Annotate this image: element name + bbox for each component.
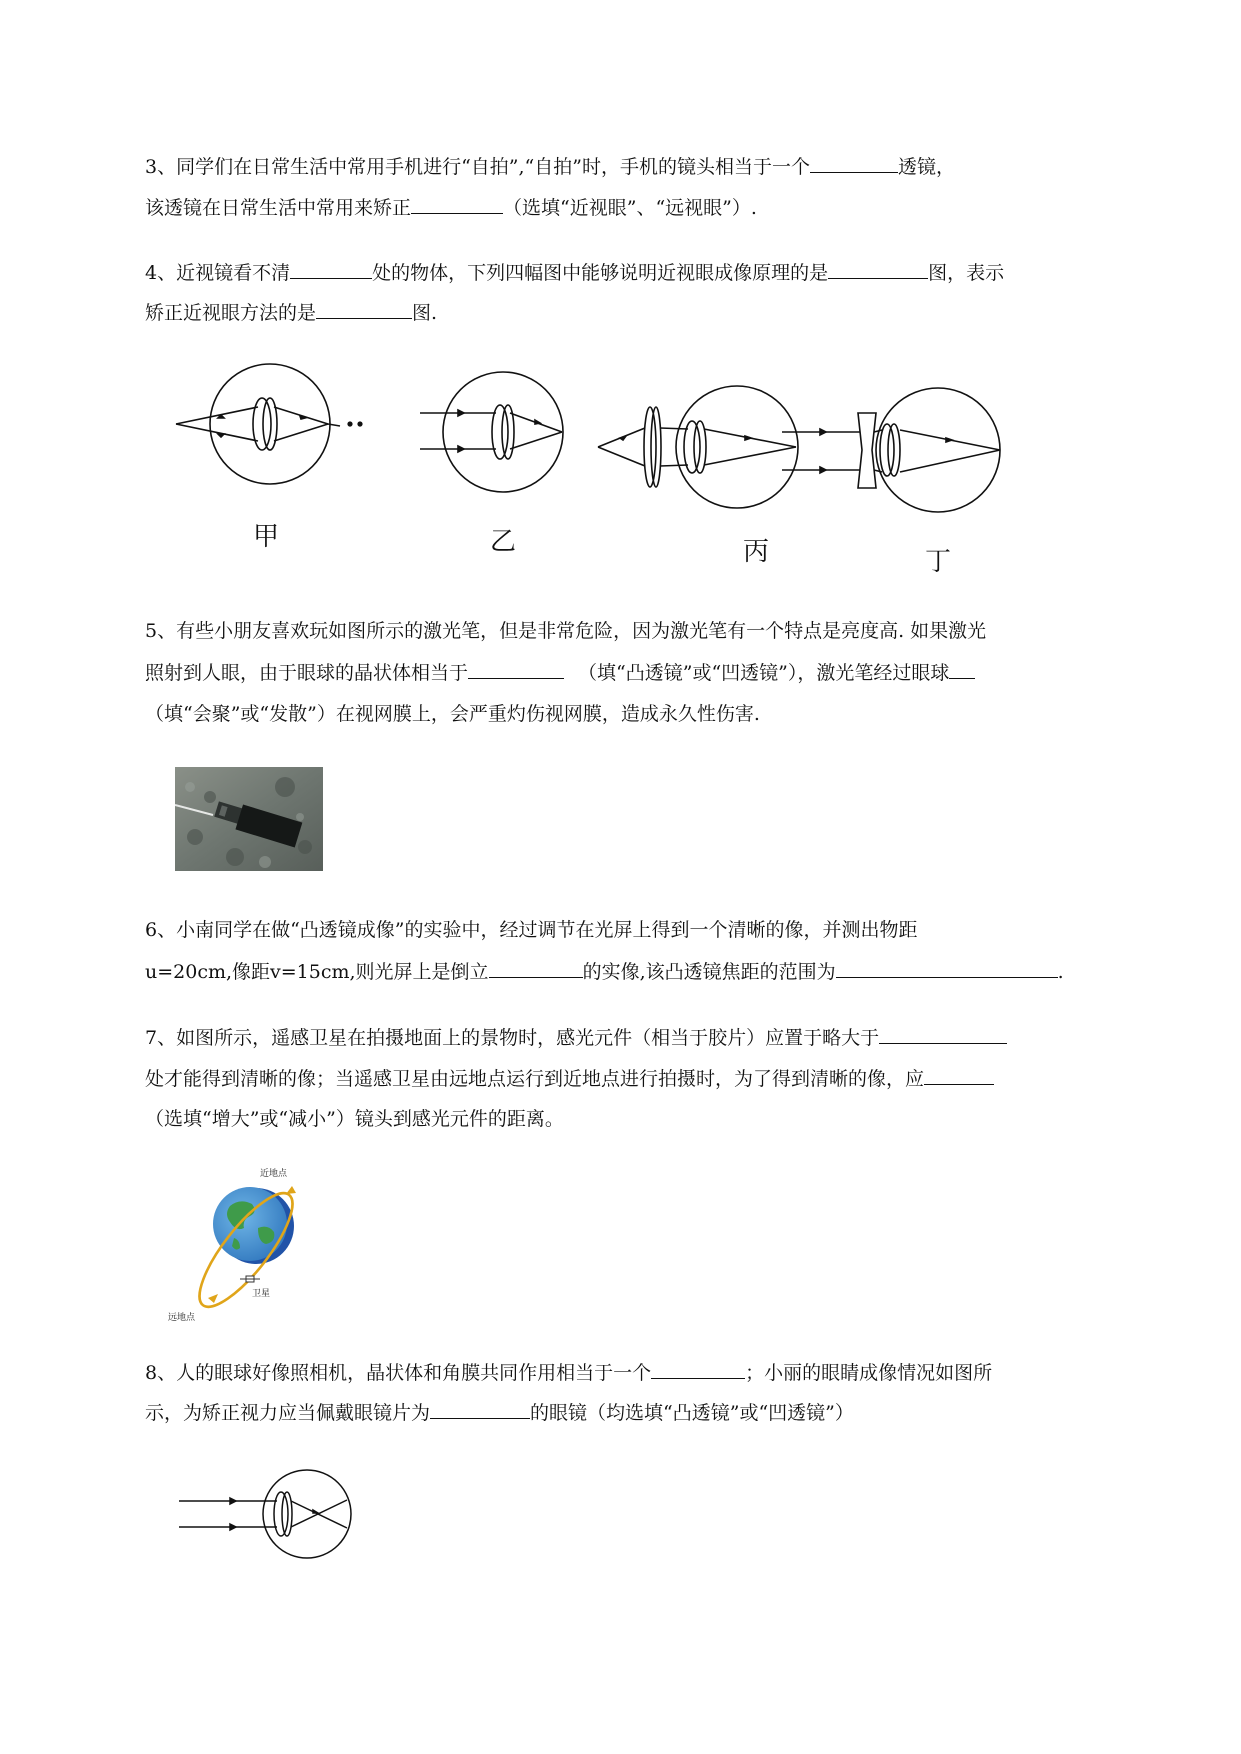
q8-line-1: 8、人的眼球好像照相机，晶状体和角膜共同作用相当于一个 ；小丽的眼睛成像情况如图所 [145, 1362, 993, 1384]
answer-blank[interactable] [879, 1042, 1007, 1044]
label-yi: 乙 [489, 527, 517, 557]
q4-line-2: 矫正近视眼方法的是 图. [145, 302, 438, 324]
answer-blank[interactable] [489, 976, 583, 978]
answer-blank[interactable] [651, 1377, 745, 1379]
label-perigee: 近地点 [260, 1169, 288, 1179]
answer-blank[interactable] [924, 1083, 994, 1085]
answer-blank[interactable] [828, 277, 928, 279]
q3-line-1: 3、同学们在日常生活中常用手机进行“自拍”,“自拍”时，手机的镜头相当于一个 透镜， [145, 156, 955, 178]
label-bing: 丙 [742, 537, 770, 567]
satellite-orbit-figure [168, 1168, 328, 1324]
q3-line-2: 该透镜在日常生活中常用来矫正 （选填“近视眼”、“远视眼”）. [145, 197, 757, 219]
eye-diagram-ding [782, 388, 1000, 512]
eye-diagram-jia [176, 364, 362, 484]
label-ding: 丁 [924, 547, 952, 577]
label-apogee: 远地点 [168, 1313, 196, 1323]
q5-line-3: （填“会聚”或“发散”）在视网膜上，会严重灼伤视网膜，造成永久性伤害. [145, 703, 760, 725]
answer-blank[interactable] [836, 976, 1058, 978]
q6-line-1: 6、小南同学在做“凸透镜成像”的实验中，经过调节在光屏上得到一个清晰的像，并测出物距 [145, 919, 918, 941]
earth-icon [213, 1187, 287, 1261]
label-satellite: 卫星 [252, 1289, 271, 1299]
eye-diagram-yi [420, 372, 563, 492]
q7-line-3: （选填“增大”或“减小”）镜头到感光元件的距离。 [145, 1108, 564, 1130]
eye-diagram-bing [598, 386, 798, 508]
answer-blank[interactable] [411, 212, 503, 214]
laser-pen-photo [175, 767, 323, 871]
q6-line-2: u=20cm,像距v=15cm,则光屏上是倒立 的实像,该凸透镜焦距的范围为 . [145, 961, 1064, 983]
answer-blank[interactable] [316, 317, 412, 319]
q5-line-1: 5、有些小朋友喜欢玩如图所示的激光笔，但是非常危险，因为激光笔有一个特点是亮度高. 如果激光 [145, 620, 987, 642]
q7-line-2: 处才能得到清晰的像；当遥感卫星由远地点运行到近地点进行拍摄时，为了得到清晰的像，应 [145, 1070, 994, 1089]
q8-line-2: 示，为矫正视力应当佩戴眼镜片为 的眼镜（均选填“凸透镜”或“凹透镜”） [145, 1402, 854, 1424]
q4-line-1: 4、近视镜看不清 处的物体，下列四幅图中能够说明近视眼成像原理的是 图，表示 [145, 262, 1005, 284]
q7-line-1: 7、如图所示，遥感卫星在拍摄地面上的景物时，感光元件（相当于胶片）应置于略大于 [145, 1029, 1007, 1048]
q5-line-2: 照射到人眼，由于眼球的晶状体相当于 （填“凸透镜”或“凹透镜”），激光笔经过眼球 [145, 664, 975, 683]
answer-blank[interactable] [430, 1417, 530, 1419]
satellite-icon [240, 1276, 260, 1282]
q8-eye-diagram [175, 1468, 375, 1564]
eye-diagrams-figure [170, 362, 1070, 582]
answer-blank[interactable] [810, 171, 898, 173]
answer-blank[interactable] [949, 677, 975, 679]
answer-blank[interactable] [290, 277, 372, 279]
label-jia: 甲 [252, 522, 280, 552]
answer-blank[interactable] [468, 677, 564, 679]
